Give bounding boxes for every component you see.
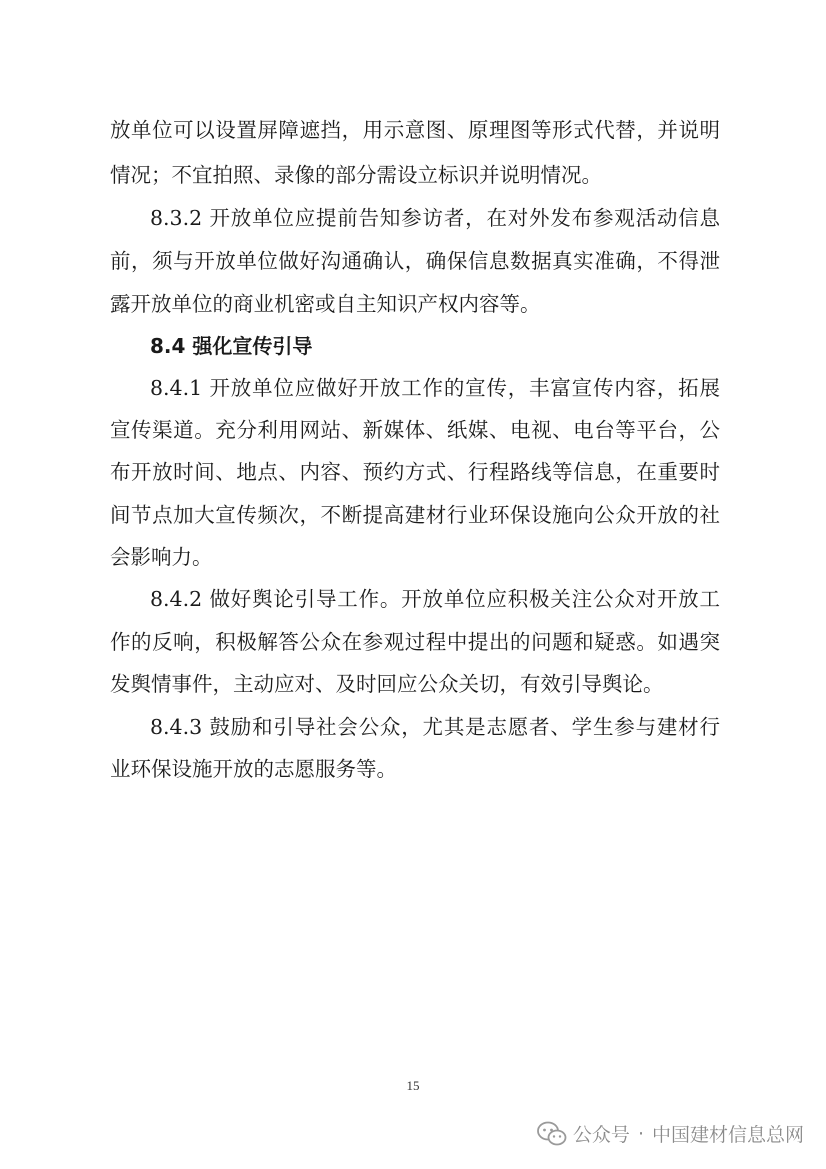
paragraph-line: 作的反响，积极解答公众在参观过程中提出的问题和疑惑。如遇突 xyxy=(110,630,720,654)
watermark-account: 中国建材信息总网 xyxy=(651,1124,804,1146)
paragraph-line: 8.3.2 开放单位应提前告知参访者，在对外发布参观活动信息 xyxy=(150,206,720,230)
section-heading: 8.4 强化宣传引导 xyxy=(150,334,313,358)
paragraph-line: 8.4.1 开放单位应做好开放工作的宣传，丰富宣传内容，拓展 xyxy=(150,376,720,400)
paragraph-line: 宣传渠道。充分利用网站、新媒体、纸媒、电视、电台等平台，公 xyxy=(110,418,720,442)
paragraph-line: 间节点加大宣传频次，不断提高建材行业环保设施向公众开放的社 xyxy=(110,503,720,527)
watermark-source: 公众号 xyxy=(572,1124,630,1146)
paragraph-line: 前，须与开放单位做好沟通确认，确保信息数据真实准确，不得泄 xyxy=(110,249,720,273)
watermark-separator: · xyxy=(637,1122,644,1145)
wechat-icon xyxy=(537,1121,567,1147)
paragraph-line: 发舆情事件，主动应对、及时回应公众关切，有效引导舆论。 xyxy=(110,672,664,696)
paragraph-line: 情况；不宜拍照、录像的部分需设立标识并说明情况。 xyxy=(110,163,602,187)
paragraph-line: 会影响力。 xyxy=(110,545,213,569)
page-number: 15 xyxy=(406,1078,420,1093)
paragraph-line: 8.4.2 做好舆论引导工作。开放单位应积极关注公众对开放工 xyxy=(150,587,720,611)
paragraph-line: 业环保设施开放的志愿服务等。 xyxy=(110,757,397,781)
paragraph-line: 8.4.3 鼓励和引导社会公众，尤其是志愿者、学生参与建材行 xyxy=(150,715,720,739)
paragraph-line: 露开放单位的商业机密或自主知识产权内容等。 xyxy=(110,292,541,316)
wechat-watermark xyxy=(537,1120,804,1147)
paragraph-line: 放单位可以设置屏障遮挡，用示意图、原理图等形式代替，并说明 xyxy=(110,118,720,142)
paragraph-line: 布开放时间、地点、内容、预约方式、行程路线等信息，在重要时 xyxy=(110,460,720,484)
